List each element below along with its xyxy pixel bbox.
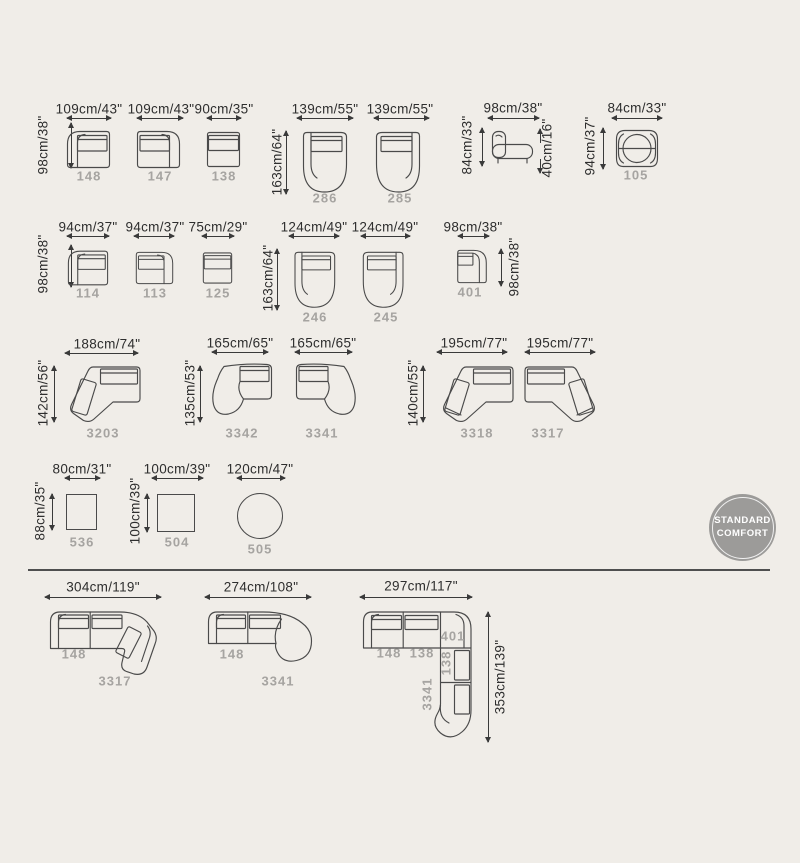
sofa-114-diagram (67, 249, 109, 287)
dim-arrow-down (540, 159, 541, 173)
curve-3341-diagram (295, 362, 358, 417)
dim-arrow (67, 236, 109, 237)
dim-arrow (488, 118, 539, 119)
ottoman-504-diagram (157, 494, 195, 532)
module-number-105: 105 (623, 167, 649, 183)
chaise-245-diagram (361, 249, 409, 311)
width-dim-113: 94cm/37" (125, 219, 185, 235)
ottoman-536-diagram (66, 494, 97, 530)
corner-3317-diagram (523, 360, 603, 424)
module-number-246: 246 (302, 309, 328, 325)
dim-arrow (525, 352, 595, 353)
width-dim-config3: 297cm/117" (384, 578, 458, 594)
config1-module-148: 148 (61, 646, 87, 662)
sofa-side-profile-diagram (489, 130, 535, 166)
sofa-147-diagram (136, 130, 181, 169)
height-dim-chaise-row1: 163cm/64" (269, 128, 285, 196)
width-dim-147: 109cm/43" (127, 101, 195, 117)
dim-arrow (200, 366, 201, 422)
config3-module-138b: 138 (438, 650, 454, 676)
module-number-3203: 3203 (86, 425, 120, 441)
seat-height-dim: 40cm/16" (539, 118, 555, 178)
dim-arrow (289, 236, 339, 237)
height-dim-3203: 142cm/56" (35, 359, 51, 427)
width-dim-246: 124cm/49" (280, 219, 348, 235)
dim-arrow (612, 118, 662, 119)
module-number-147: 147 (147, 168, 173, 184)
dim-arrow (65, 478, 100, 479)
height-dim-105: 94cm/37" (582, 116, 598, 176)
width-dim-profile: 98cm/38" (483, 100, 543, 116)
ottoman-505-diagram (237, 493, 283, 539)
dim-arrow (137, 118, 183, 119)
height-dim-row1: 98cm/38" (35, 115, 51, 175)
height-dim-curve: 135cm/53" (182, 359, 198, 427)
width-dim-3203: 188cm/74" (73, 336, 141, 352)
height-dim-config3: 353cm/139" (492, 639, 508, 715)
width-dim-105: 84cm/33" (607, 100, 667, 116)
width-dim-245: 124cm/49" (351, 219, 419, 235)
sofa-138-diagram (206, 131, 241, 168)
width-dim-114: 94cm/37" (58, 219, 118, 235)
armchair-105-diagram (615, 129, 659, 168)
curve-3342-diagram (210, 362, 273, 417)
height-dim-chaise-row2: 163cm/64" (260, 244, 276, 312)
section-divider (28, 569, 770, 571)
module-number-148: 148 (76, 168, 102, 184)
chaise-285-diagram (374, 131, 426, 194)
width-dim-505: 120cm/47" (226, 461, 294, 477)
width-dim-504: 100cm/39" (143, 461, 211, 477)
dim-arrow (65, 353, 138, 354)
dim-arrow (297, 118, 353, 119)
config2-module-3341: 3341 (261, 673, 295, 689)
dim-arrow (482, 128, 483, 166)
width-dim-125: 75cm/29" (188, 219, 248, 235)
dim-arrow (52, 494, 53, 530)
dim-arrow (361, 236, 410, 237)
width-dim-3318: 195cm/77" (440, 335, 508, 351)
module-number-505: 505 (247, 541, 273, 557)
config1-module-3317: 3317 (98, 673, 132, 689)
width-dim-config2: 274cm/108" (223, 579, 299, 595)
dim-arrow (374, 118, 429, 119)
width-dim-3317: 195cm/77" (526, 335, 594, 351)
config3-module-148: 148 (376, 645, 402, 661)
width-dim-401: 98cm/38" (443, 219, 503, 235)
dim-arrow (54, 366, 55, 422)
dim-arrow (237, 478, 285, 479)
width-dim-148: 109cm/43" (55, 101, 123, 117)
module-number-3317: 3317 (531, 425, 565, 441)
module-number-3318: 3318 (460, 425, 494, 441)
sofa-148-diagram (66, 130, 111, 169)
width-dim-285: 139cm/55" (366, 101, 434, 117)
module-number-125: 125 (205, 285, 231, 301)
height-dim-504: 100cm/39" (127, 477, 143, 545)
chaise-286-diagram (297, 131, 349, 194)
module-number-401: 401 (457, 284, 483, 300)
dim-arrow (603, 128, 604, 169)
config3-module-3341: 3341 (419, 677, 435, 711)
chaise-246-diagram (289, 249, 337, 311)
height-dim-corner: 140cm/55" (405, 359, 421, 427)
config2-module-148: 148 (219, 646, 245, 662)
dim-arrow (205, 597, 311, 598)
module-number-504: 504 (164, 534, 190, 550)
dim-arrow (202, 236, 234, 237)
config-148-3317-diagram (48, 610, 161, 676)
module-number-114: 114 (76, 285, 100, 301)
width-dim-3341: 165cm/65" (289, 335, 357, 351)
module-number-138: 138 (211, 168, 237, 184)
dim-arrow (207, 118, 241, 119)
module-number-3342: 3342 (225, 425, 259, 441)
height-dim-row2: 98cm/38" (35, 234, 51, 294)
wedge-3203-diagram (62, 360, 142, 424)
standard-comfort-badge (709, 494, 776, 561)
module-number-245: 245 (373, 309, 399, 325)
width-dim-3342: 165cm/65" (206, 335, 274, 351)
sofa-113-diagram (135, 249, 174, 287)
width-dim-config1: 304cm/119" (66, 579, 140, 595)
dim-arrow (67, 118, 111, 119)
dim-arrow (458, 236, 489, 237)
module-number-3341: 3341 (305, 425, 339, 441)
height-dim-401: 98cm/38" (506, 237, 522, 297)
module-number-286: 286 (312, 190, 338, 206)
dim-arrow (360, 597, 472, 598)
height-dim-536: 88cm/35" (32, 481, 48, 541)
dim-arrow (501, 249, 502, 286)
corner-3318-diagram (435, 360, 515, 424)
dim-arrow (277, 249, 278, 310)
dim-arrow (212, 352, 268, 353)
dim-arrow (147, 494, 148, 532)
dim-arrow (437, 352, 507, 353)
dim-arrow (488, 612, 489, 742)
badge-line1: STANDARD (714, 515, 771, 527)
dim-arrow (423, 366, 424, 422)
badge-line2: COMFORT (716, 527, 769, 539)
width-dim-138: 90cm/35" (194, 101, 254, 117)
dim-arrow (152, 478, 203, 479)
dim-arrow (286, 131, 287, 194)
width-dim-536: 80cm/31" (52, 461, 112, 477)
sofa-125-diagram (202, 249, 233, 287)
module-number-113: 113 (143, 285, 167, 301)
config3-module-138: 138 (409, 645, 435, 661)
module-number-285: 285 (387, 190, 413, 206)
dim-arrow (45, 597, 161, 598)
config3-module-401: 401 (440, 628, 466, 644)
height-dim-profile: 84cm/33" (459, 115, 475, 175)
width-dim-286: 139cm/55" (291, 101, 359, 117)
dim-arrow (295, 352, 352, 353)
dim-arrow (134, 236, 174, 237)
corner-401-diagram (456, 249, 488, 284)
module-number-536: 536 (69, 534, 95, 550)
